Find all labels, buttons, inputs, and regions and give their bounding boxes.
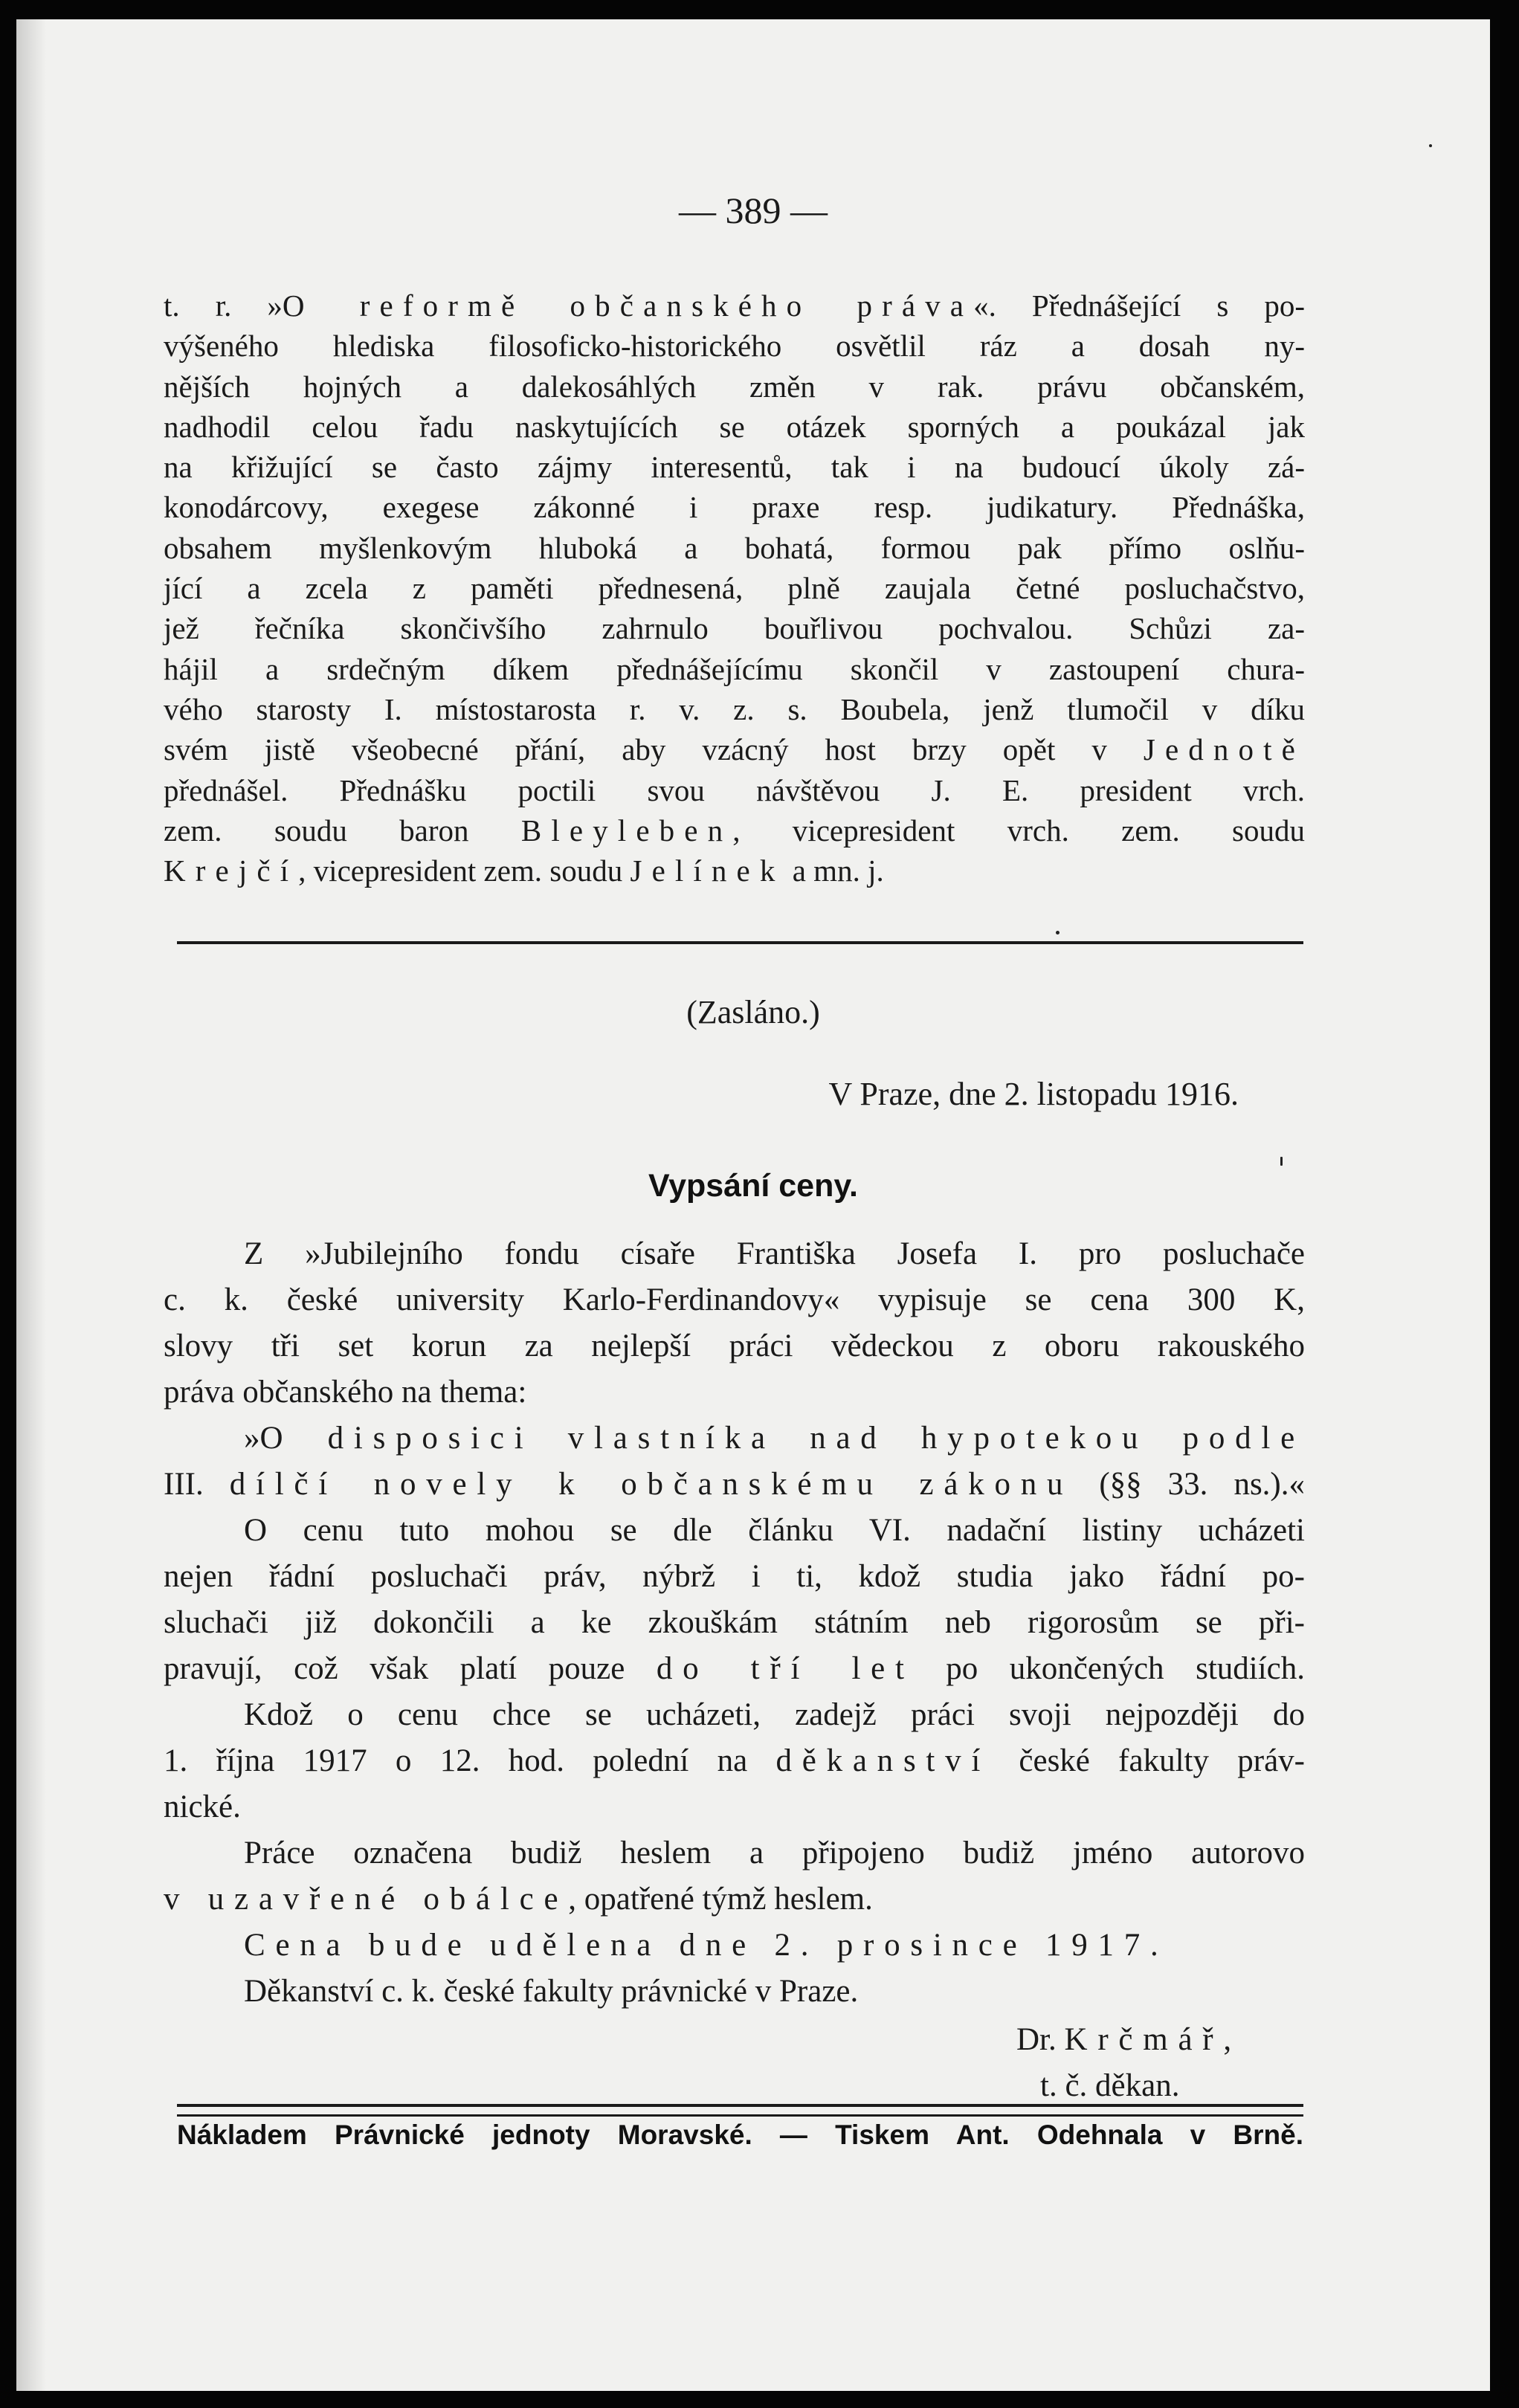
text-run: , vicepresident zem. soudu bbox=[298, 853, 631, 888]
text-line bbox=[164, 1969, 1305, 2015]
spaced-emphasis: v uzavřené obálce bbox=[164, 1882, 569, 1917]
text-line bbox=[164, 729, 1305, 769]
scanned-page bbox=[16, 19, 1490, 2391]
spaced-emphasis: O disposici vlastníka nad hypotekou podle bbox=[259, 1421, 1305, 1456]
footer-divider bbox=[177, 2104, 1303, 2117]
text-line bbox=[164, 1462, 1305, 1508]
text-line bbox=[164, 1277, 1305, 1323]
text-line bbox=[164, 1876, 1305, 1923]
text-line bbox=[164, 1646, 1305, 1692]
spaced-emphasis: Krejčí bbox=[164, 853, 299, 888]
text-run: české fakulty práv- bbox=[990, 1743, 1305, 1778]
text-run: t. r. » bbox=[164, 288, 283, 323]
spaced-emphasis: děkanství bbox=[775, 1743, 991, 1778]
spaced-emphasis: O reformě občanského práva bbox=[282, 288, 974, 323]
zaslano-label: (Zasláno.) bbox=[686, 994, 820, 1030]
signature-name: Dr. Krčmář, bbox=[1016, 2022, 1232, 2057]
spaced-emphasis: Bleyleben bbox=[520, 813, 733, 848]
printer-footer: Nákladem Právnické jednoty Moravské. — Tiskem Ant. Odehnala v Brně. bbox=[177, 2120, 1303, 2150]
text-line bbox=[164, 1830, 1305, 1876]
spaced-emphasis: do tří let bbox=[656, 1651, 915, 1686]
page-number: — 389 — bbox=[679, 190, 828, 231]
text-run: Děkanství c. k. české fakulty právnické v Praze. bbox=[244, 1974, 859, 2009]
text-line bbox=[164, 1784, 1305, 1830]
spaced-emphasis: Jelínek bbox=[630, 853, 785, 888]
text-line bbox=[164, 447, 1305, 487]
announcement-body bbox=[164, 1231, 1305, 2015]
text-run: , vicepresident vrch. zem. soudu bbox=[732, 813, 1306, 848]
text-line bbox=[164, 1600, 1305, 1646]
text-line bbox=[164, 850, 1305, 891]
text-line bbox=[164, 367, 1305, 407]
text-line bbox=[164, 487, 1305, 527]
text-run: přednášel. Přednášku poctili svou návštěvou J. E. president vrch. bbox=[164, 772, 1305, 807]
text-run: O cenu tuto mohou se dle článku VI. nadační listiny ucházeti bbox=[244, 1513, 1305, 1548]
text-run: zem. soudu baron bbox=[164, 813, 521, 848]
text-line bbox=[164, 1231, 1305, 1277]
text-run: výšeného hlediska filosoficko-historického osvětlil ráz a dosah ny- bbox=[164, 329, 1305, 364]
text-run: po ukončených studiích. bbox=[914, 1651, 1306, 1686]
text-run: slovy tři set korun za nejlepší práci vědeckou z oboru rakouského bbox=[164, 1329, 1305, 1363]
text-line bbox=[164, 1416, 1305, 1462]
text-line bbox=[164, 1323, 1305, 1369]
text-run: jež řečníka skončivšího zahrnulo bouřlivou pochvalou. Schůzi za- bbox=[164, 611, 1305, 646]
text-run: vého starosty I. místostarosta r. v. z. s. Boubela, jenž tlumočil v díku bbox=[164, 691, 1305, 726]
text-run: jící a zcela z paměti přednesená, plně zaujala četné posluchačstvo, bbox=[164, 571, 1305, 606]
text-line bbox=[164, 528, 1305, 568]
text-run: Práce označena budiž heslem a připojeno budiž jméno autorovo bbox=[244, 1836, 1305, 1870]
date-line: V Praze, dne 2. listopadu 1916. bbox=[828, 1076, 1239, 1112]
text-run: nějších hojných a dalekosáhlých změn v rak. právu občanském, bbox=[164, 369, 1305, 404]
speck bbox=[1280, 1157, 1283, 1166]
text-run: «. Přednášející s po- bbox=[973, 288, 1306, 323]
text-line bbox=[164, 1554, 1305, 1600]
text-run: Z »Jubilejního fondu císaře Františka Josefa I. pro posluchače bbox=[244, 1236, 1305, 1271]
report-paragraph bbox=[164, 285, 1305, 891]
speck bbox=[1056, 931, 1060, 935]
text-run: 1. října 1917 o 12. hod. polední na bbox=[164, 1743, 776, 1778]
text-run: Kdož o cenu chce se ucházeti, zadejž práci svoji nejpozději do bbox=[244, 1697, 1305, 1732]
spaced-emphasis: Cena bude udělena dne 2. prosince 1917. bbox=[244, 1928, 1169, 1963]
text-line bbox=[164, 689, 1305, 729]
text-run: sluchači již dokončili a ke zkouškám státním neb rigorosům se při- bbox=[164, 1605, 1305, 1640]
signature-block bbox=[1016, 2017, 1231, 2109]
text-line bbox=[164, 770, 1305, 810]
text-run: práva občanského na thema: bbox=[164, 1375, 527, 1410]
text-line bbox=[164, 326, 1305, 366]
text-run: konodárcovy, exegese zákonné i praxe resp. judikatury. Přednáška, bbox=[164, 490, 1305, 525]
speck bbox=[1429, 144, 1432, 147]
text-run: obsahem myšlenkovým hluboká a bohatá, formou pak přímo oslňu- bbox=[164, 530, 1305, 565]
text-line bbox=[164, 649, 1305, 689]
text-line bbox=[164, 285, 1305, 326]
text-run: , opatřené týmž heslem. bbox=[568, 1882, 873, 1917]
text-run: c. k. české university Karlo-Ferdinandovy« vypisuje se cena 300 K, bbox=[164, 1282, 1305, 1317]
text-run: svém jistě všeobecné přání, aby vzácný host brzy opět v bbox=[164, 732, 1144, 767]
text-run: na křižující se často zájmy interesentů, tak i na budoucí úkoly zá- bbox=[164, 450, 1305, 485]
signature-title: t. č. děkan. bbox=[1040, 2068, 1180, 2103]
text-run: hájil a srdečným díkem přednášejícímu skončil v zastoupení chura- bbox=[164, 651, 1305, 686]
text-run: nické. bbox=[164, 1789, 241, 1824]
text-line bbox=[164, 568, 1305, 608]
text-run: pravují, což však platí pouze bbox=[164, 1651, 657, 1686]
spaced-emphasis: dílčí novely k občanskému zákonu bbox=[229, 1467, 1074, 1502]
text-line bbox=[164, 1692, 1305, 1738]
text-line bbox=[164, 1508, 1305, 1554]
text-line bbox=[164, 1738, 1305, 1784]
text-run: nejen řádní posluchači práv, nýbrž i ti, kdož studia jako řádní po- bbox=[164, 1559, 1305, 1594]
section-divider bbox=[177, 941, 1303, 944]
text-run: » bbox=[244, 1421, 260, 1456]
spaced-emphasis: Jednotě bbox=[1143, 732, 1305, 767]
text-run: a mn. j. bbox=[784, 853, 884, 888]
announcement-heading: Vypsání ceny. bbox=[648, 1168, 859, 1204]
text-run: nadhodil celou řadu naskytujících se otázek sporných a poukázal jak bbox=[164, 409, 1305, 444]
text-run: (§§ 33. ns.).« bbox=[1073, 1467, 1306, 1502]
text-line bbox=[164, 810, 1305, 850]
text-line bbox=[164, 407, 1305, 447]
text-run: III. bbox=[164, 1467, 230, 1502]
text-line bbox=[164, 1923, 1305, 1969]
text-line bbox=[164, 608, 1305, 648]
text-line bbox=[164, 1369, 1305, 1416]
